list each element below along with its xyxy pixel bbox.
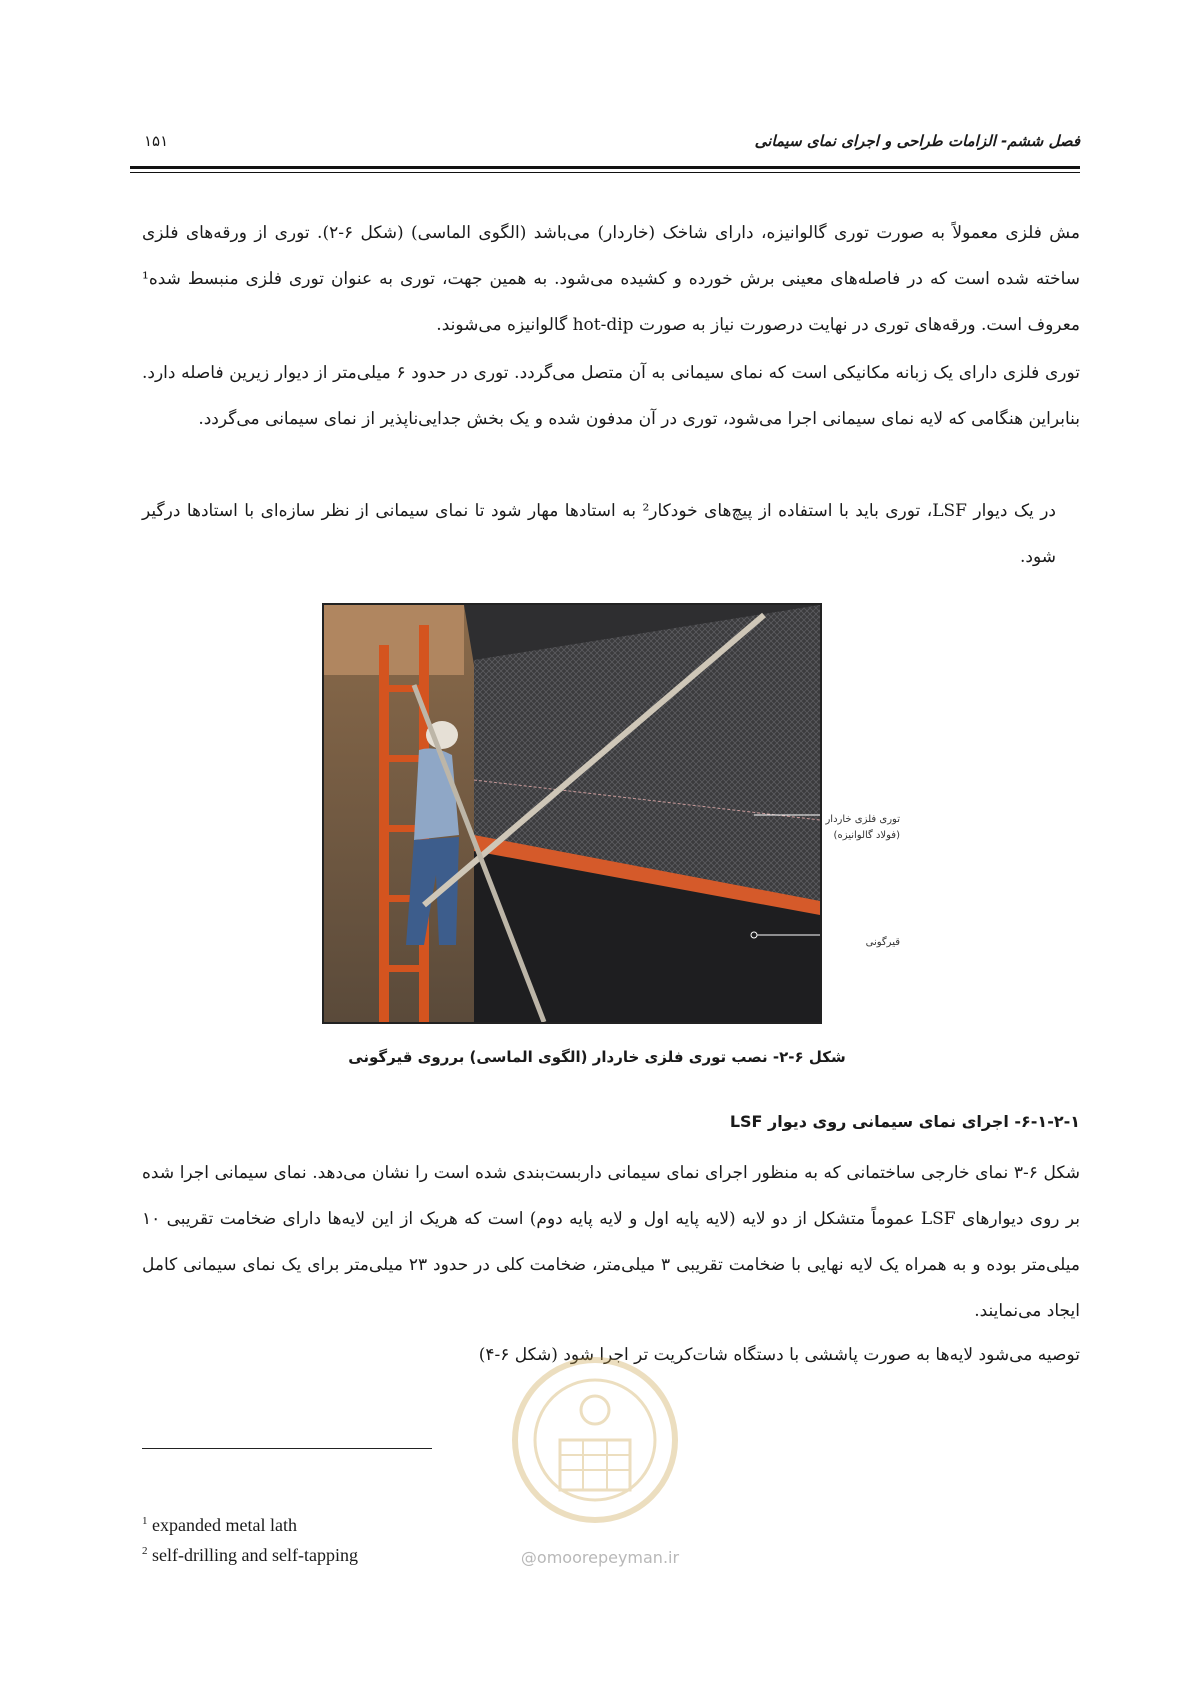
paragraph-mesh-tab: توری فلزی دارای یک زبانه مکانیکی است که نمای سیمانی به آن متصل می‌گردد. توری در حدود ۶ میلی‌متر از دیوار زیرین فاصله دارد. بنابراین هنگامی که لایه نمای سیمانی اجرا می‌شود، توری در آن مدفون شده و یک بخش جدایی‌ناپذیر از نمای سیمانی می‌گردد. xyxy=(142,363,1080,429)
header-rule-thick xyxy=(130,166,1080,169)
figure-photo xyxy=(322,603,822,1024)
watermark-text: @omoorepeyman.ir xyxy=(520,1548,680,1567)
figure-label-mesh: توری فلزی خاردار (فولاد گالوانیزه) xyxy=(825,814,900,841)
paragraph-cement-layers: شکل ۶-۳ نمای خارجی ساختمانی که به منظور اجرای نمای سیمانی داربست‌بندی شده است را نشان می‌دهد. نمای سیمانی اجرا شده بر روی دیوارهای LSF عموماً متشکل از دو لایه (لایه پایه اول و لایه پایه دوم) است که هریک از این لایه‌ها دارای ضخامت تقریبی ۱۰ میلی‌متر بوده و به همراه یک لایه نهایی با ضخامت تقریبی ۳ میلی‌متر، ضخامت کلی در حدود ۲۳ میلی‌متر برای یک نمای سیمانی کامل ایجاد می‌نمایند. xyxy=(142,1163,1081,1321)
footnote-2-text: self-drilling and self-tapping xyxy=(152,1545,358,1565)
paragraph-metal-mesh: مش فلزی معمولاً به صورت توری گالوانیزه، دارای شاخک (خاردار) می‌باشد (الگوی الماسی) (شکل ۶-۲). توری از ورقه‌های فلزی ساخته شده است که در فاصله‌های معینی برش خورده و کشیده می‌شود. به همین جهت، توری به عنوان توری فلزی منبسط شده¹ معروف است. ورقه‌های توری در نهایت درصورت نیاز به صورت hot-dip گالوانیزه می‌شوند. xyxy=(142,223,1080,335)
chapter-title: فصل ششم- الزامات طراحی و اجرای نمای سیمانی xyxy=(754,132,1080,150)
header-rule-thin xyxy=(130,172,1080,173)
paragraph-shotcrete: توصیه می‌شود لایه‌ها به صورت پاششی با دستگاه شات‌کریت تر اجرا شود (شکل ۶-۴) xyxy=(478,1345,1080,1365)
footnote-2-number: 2 xyxy=(142,1545,148,1557)
page-header xyxy=(130,126,1080,166)
footnote-1-text: expanded metal lath xyxy=(152,1515,297,1535)
section-heading: ۶-۱-۲-۱- اجرای نمای سیمانی روی دیوار LSF xyxy=(729,1112,1080,1131)
footnotes xyxy=(142,1508,358,1568)
figure-label-felt: قیرگونی xyxy=(865,937,900,948)
footnote-2 xyxy=(142,1538,358,1568)
watermark-seal xyxy=(490,1290,700,1580)
footnote-1 xyxy=(142,1508,358,1538)
paragraph-lsf-wall: در یک دیوار LSF، توری باید با استفاده از پیچ‌های خودکار² به استادها مهار شود تا نمای سیمانی از نظر سازه‌ای با استادها درگیر شود. xyxy=(142,501,1056,567)
mesh-installation-photo xyxy=(324,605,820,1022)
figure-caption: شکل ۶-۲- نصب توری فلزی خاردار (الگوی الماسی) برروی قیرگونی xyxy=(348,1048,846,1066)
footnote-1-number: 1 xyxy=(142,1515,148,1527)
footnote-rule xyxy=(142,1448,432,1449)
page-number: ۱۵۱ xyxy=(144,132,169,150)
